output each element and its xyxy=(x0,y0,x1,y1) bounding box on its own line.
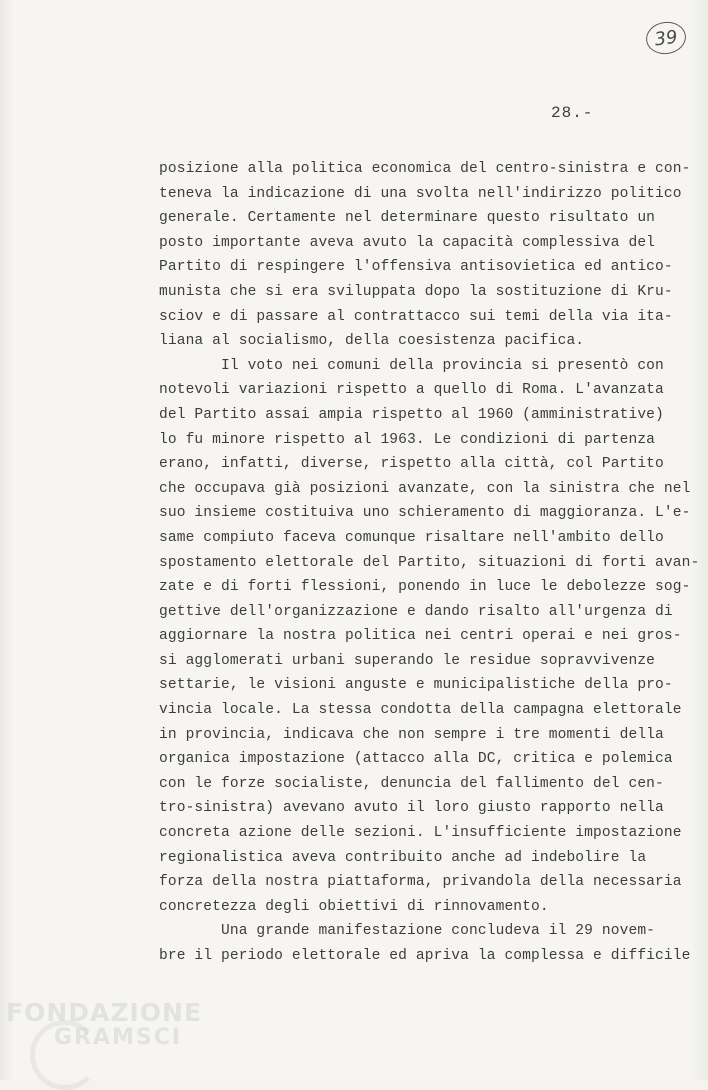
text-line: Partito di respingere l'offensiva antisovietica ed antico- xyxy=(159,259,673,276)
text-line: settarie, le visioni anguste e municipalistiche della pro- xyxy=(159,677,673,694)
text-line: generale. Certamente nel determinare questo risultato un xyxy=(159,210,656,227)
text-line: concretezza degli obiettivi di rinnovamento. xyxy=(159,898,549,915)
typed-text-body xyxy=(159,157,700,969)
text-line: si agglomerati urbani superando le residue sopravvivenze xyxy=(159,652,656,669)
text-line: con le forze socialiste, denuncia del fallimento del cen- xyxy=(159,775,664,792)
text-line: bre il periodo elettorale ed apriva la complessa e difficile xyxy=(159,948,691,964)
text-line: forza della nostra piattaforma, privandola della necessaria xyxy=(159,874,682,891)
text-line: regionalistica aveva contribuito anche ad indebolire la xyxy=(159,849,647,866)
text-line: suo insieme costituiva uno schieramento di maggioranza. L'e- xyxy=(159,505,691,522)
text-line: gettive dell'organizzazione e dando risalto all'urgenza di xyxy=(159,603,673,620)
text-line: posizione alla politica economica del centro-sinistra e con- xyxy=(159,161,691,177)
text-line: organica impostazione (attacco alla DC, critica e polemica xyxy=(159,751,673,768)
watermark-logo xyxy=(6,1000,202,1049)
text-line: Il voto nei comuni della provincia si presentò con xyxy=(159,357,664,374)
watermark-line-2: GRAMSCI xyxy=(54,1025,183,1050)
watermark-line-1: FONDAZIONE xyxy=(6,998,203,1027)
text-line: concreta azione delle sezioni. L'insufficiente impostazione xyxy=(159,825,682,842)
stamp-number: 39 xyxy=(653,26,679,50)
text-line: spostamento elettorale del Partito, situazioni di forti avan- xyxy=(159,554,700,571)
text-line: tro-sinistra) avevano avuto il loro giusto rapporto nella xyxy=(159,800,664,817)
text-line: del Partito assai ampia rispetto al 1960 (amministrative) xyxy=(159,406,664,423)
text-line: vincia locale. La stessa condotta della campagna elettorale xyxy=(159,702,682,719)
text-line: Una grande manifestazione concludeva il 29 novem- xyxy=(159,923,656,940)
text-line: in provincia, indicava che non sempre i tre momenti della xyxy=(159,726,664,743)
text-line: same compiuto faceva comunque risaltare nell'ambito dello xyxy=(159,529,664,546)
text-line: lo fu minore rispetto al 1963. Le condizioni di partenza xyxy=(159,431,656,448)
text-line: munista che si era sviluppata dopo la sostituzione di Kru- xyxy=(159,283,673,300)
page-number: 28.- xyxy=(551,104,594,122)
text-line: liana al socialismo, della coesistenza pacifica. xyxy=(159,333,585,350)
text-line: posto importante aveva avuto la capacità complessiva del xyxy=(159,234,656,251)
text-line: erano, infatti, diverse, rispetto alla città, col Partito xyxy=(159,456,664,473)
archive-stamp xyxy=(644,19,688,56)
text-line: notevoli variazioni rispetto a quello di Roma. L'avanzata xyxy=(159,382,664,399)
text-line: zate e di forti flessioni, ponendo in luce le debolezze sog- xyxy=(159,579,691,596)
text-line: aggiornare la nostra politica nei centri operai e nei gros- xyxy=(159,628,682,645)
text-line: teneva la indicazione di una svolta nell'indirizzo politico xyxy=(159,185,682,202)
text-line: che occupava già posizioni avanzate, con la sinistra che nel xyxy=(159,480,691,497)
text-line: sciov e di passare al contrattacco sui temi della via ita- xyxy=(159,308,673,325)
